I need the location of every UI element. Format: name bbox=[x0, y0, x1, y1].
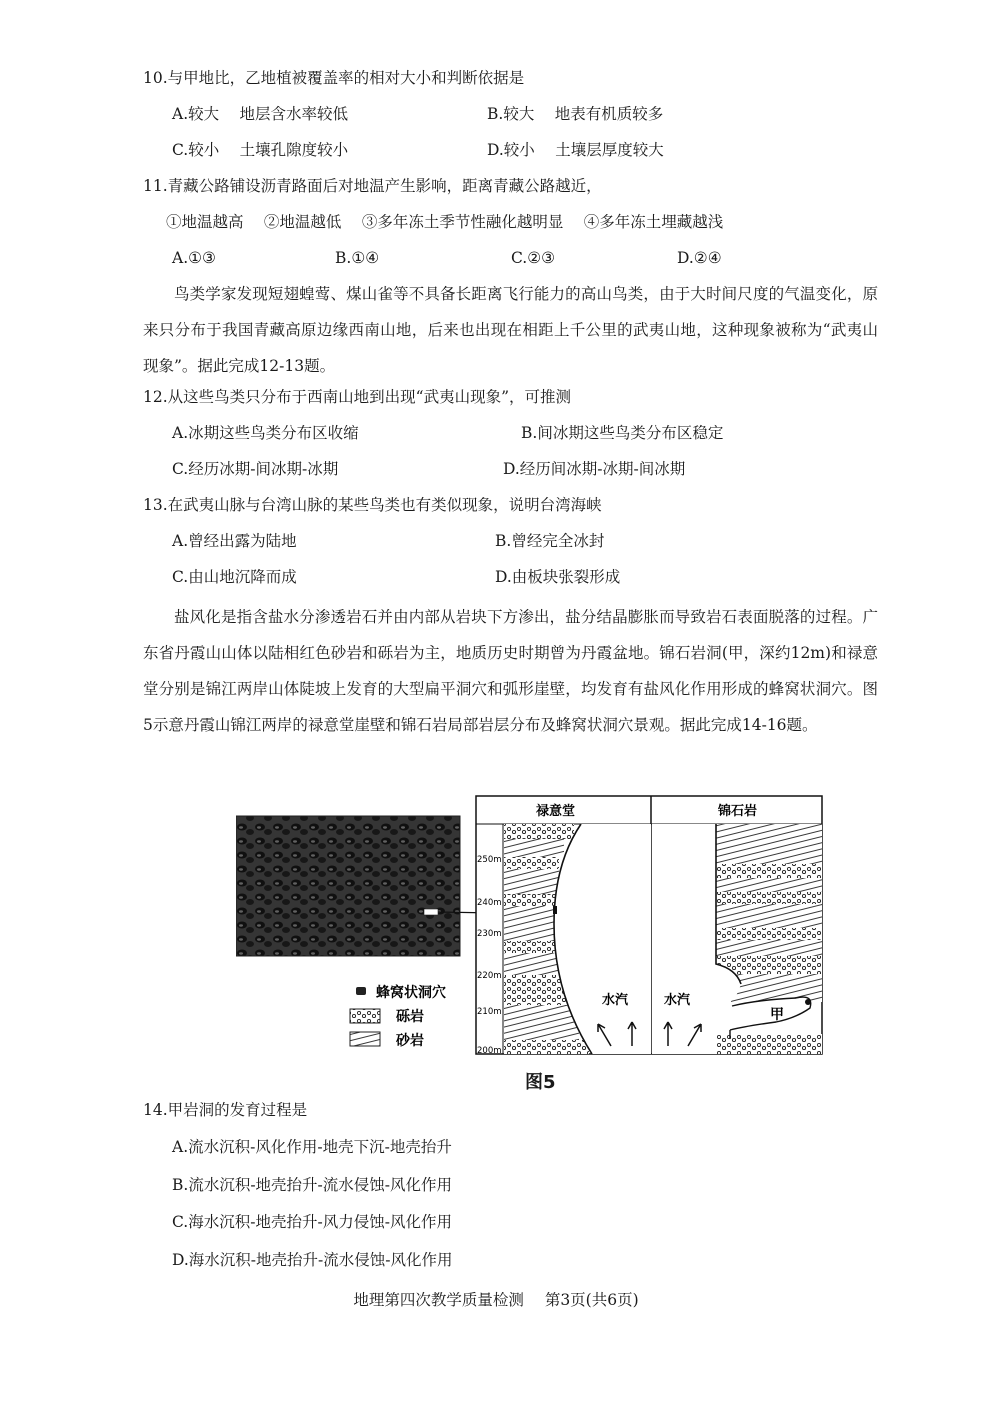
honeycomb-cave-mark bbox=[553, 906, 557, 914]
q13-option-b: B.曾经完全冰封 bbox=[495, 532, 605, 550]
q10-option-b: B.较大 地表有机质较多 bbox=[487, 105, 664, 123]
q11-items: ①地温越高 ②地温越低 ③多年冻土季节性融化越明显 ④多年冻土埋藏越浅 bbox=[166, 213, 724, 231]
q14-option-c: C.海水沉积-地壳抬升-风力侵蚀-风化作用 bbox=[172, 1213, 452, 1231]
legend-sandstone-swatch bbox=[350, 1032, 380, 1046]
page-footer bbox=[0, 1288, 992, 1310]
footer-exam-title: 地理第四次教学质量检测 bbox=[353, 1291, 524, 1309]
q11-option-b: B.①④ bbox=[335, 249, 380, 267]
q10-option-a: A.较大 地层含水率较低 bbox=[172, 105, 349, 123]
elevation-250: 250m bbox=[477, 855, 502, 865]
q12-option-b: B.间冰期这些鸟类分布区稳定 bbox=[521, 424, 724, 442]
q11-option-c: C.②③ bbox=[511, 249, 556, 267]
figure-caption: 图5 bbox=[525, 1072, 556, 1093]
q13-stem: 13.在武夷山脉与台湾山脉的某些鸟类也有类似现象，说明台湾海峡 bbox=[143, 496, 602, 514]
q14-option-b: B.流水沉积-地壳抬升-流水侵蚀-风化作用 bbox=[172, 1176, 453, 1194]
q14-option-d: D.海水沉积-地壳抬升-流水侵蚀-风化作用 bbox=[172, 1251, 453, 1269]
vapor-left-label: 水汽 bbox=[602, 993, 629, 1008]
passage-1: 鸟类学家发现短翅蝗莺、煤山雀等不具备长距离飞行能力的高山鸟类，由于大时间尺度的气温变化，原来只分布于我国青藏高原边缘西南山地，后来也出现在相距上千公里的武夷山地，这种现象被称为“武夷山现象”。据此完成12-13题。 bbox=[143, 285, 878, 375]
elevation-210: 210m bbox=[477, 1007, 502, 1017]
elevation-240: 240m bbox=[477, 898, 502, 908]
legend-honeycomb-swatch bbox=[356, 987, 366, 995]
q12-option-c: C.经历冰期-间冰期-冰期 bbox=[172, 460, 339, 478]
legend-honeycomb-label: 蜂窝状洞穴 bbox=[376, 985, 446, 1001]
q14-stem: 14.甲岩洞的发育过程是 bbox=[143, 1101, 308, 1119]
right-panel-title: 锦石岩 bbox=[718, 804, 758, 819]
q10-stem: 10.与甲地比，乙地植被覆盖率的相对大小和判断依据是 bbox=[143, 69, 525, 87]
cave-jia-label: 甲 bbox=[770, 1007, 784, 1023]
q13-option-d: D.由板块张裂形成 bbox=[495, 568, 621, 586]
q14-option-a: A.流水沉积-风化作用-地壳下沉-地壳抬升 bbox=[172, 1138, 452, 1156]
q13-option-c: C.由山地沉降而成 bbox=[172, 568, 297, 586]
legend-sandstone-label: 砂岩 bbox=[396, 1033, 424, 1049]
figure-legend bbox=[350, 984, 446, 1049]
cross-section bbox=[476, 796, 822, 1056]
vapor-right-label: 水汽 bbox=[664, 993, 691, 1008]
left-panel-title: 禄意堂 bbox=[536, 804, 576, 819]
q12-option-a: A.冰期这些鸟类分布区收缩 bbox=[172, 424, 359, 442]
figure-5 bbox=[236, 794, 826, 1056]
legend-conglomerate-label: 砾岩 bbox=[396, 1009, 424, 1025]
footer-page-number: 第3页(共6页) bbox=[544, 1291, 639, 1309]
q10-option-d: D.较小 土壤层厚度较大 bbox=[487, 141, 664, 159]
q11-option-a: A.①③ bbox=[172, 249, 216, 267]
figure-5-svg bbox=[236, 794, 826, 1056]
q10-option-c: C.较小 土壤孔隙度较小 bbox=[172, 141, 349, 159]
legend-conglomerate-swatch bbox=[350, 1009, 380, 1023]
q12-option-d: D.经历间冰期-冰期-间冰期 bbox=[503, 460, 686, 478]
passage-2: 盐风化是指含盐水分渗透岩石并由内部从岩块下方渗出，盐分结晶膨胀而导致岩石表面脱落的过程。广东省丹霞山山体以陆相红色砂岩和砾岩为主，地质历史时期曾为丹霞盆地。锦石岩洞(甲，深约12m)和禄意堂分别是锦江两岸山体陡坡上发育的大型扁平洞穴和弧形崖壁，均发育有盐风化作用形成的蜂窝状洞穴。图5示意丹霞山锦江两岸的禄意堂崖壁和锦石岩局部岩层分布及蜂窝状洞穴景观。据此完成14-16题。 bbox=[143, 608, 878, 734]
elevation-230: 230m bbox=[477, 929, 502, 939]
q11-option-d: D.②④ bbox=[677, 249, 722, 267]
q11-stem: 11.青藏公路铺设沥青路面后对地温产生影响，距离青藏公路越近， bbox=[143, 177, 602, 195]
left-rock-column bbox=[504, 824, 651, 1054]
q13-option-a: A.曾经出露为陆地 bbox=[172, 532, 297, 550]
elevation-200: 200m bbox=[477, 1046, 502, 1056]
elevation-220: 220m bbox=[477, 971, 502, 981]
q12-stem: 12.从这些鸟类只分布于西南山地到出现“武夷山现象”，可推测 bbox=[143, 388, 572, 406]
